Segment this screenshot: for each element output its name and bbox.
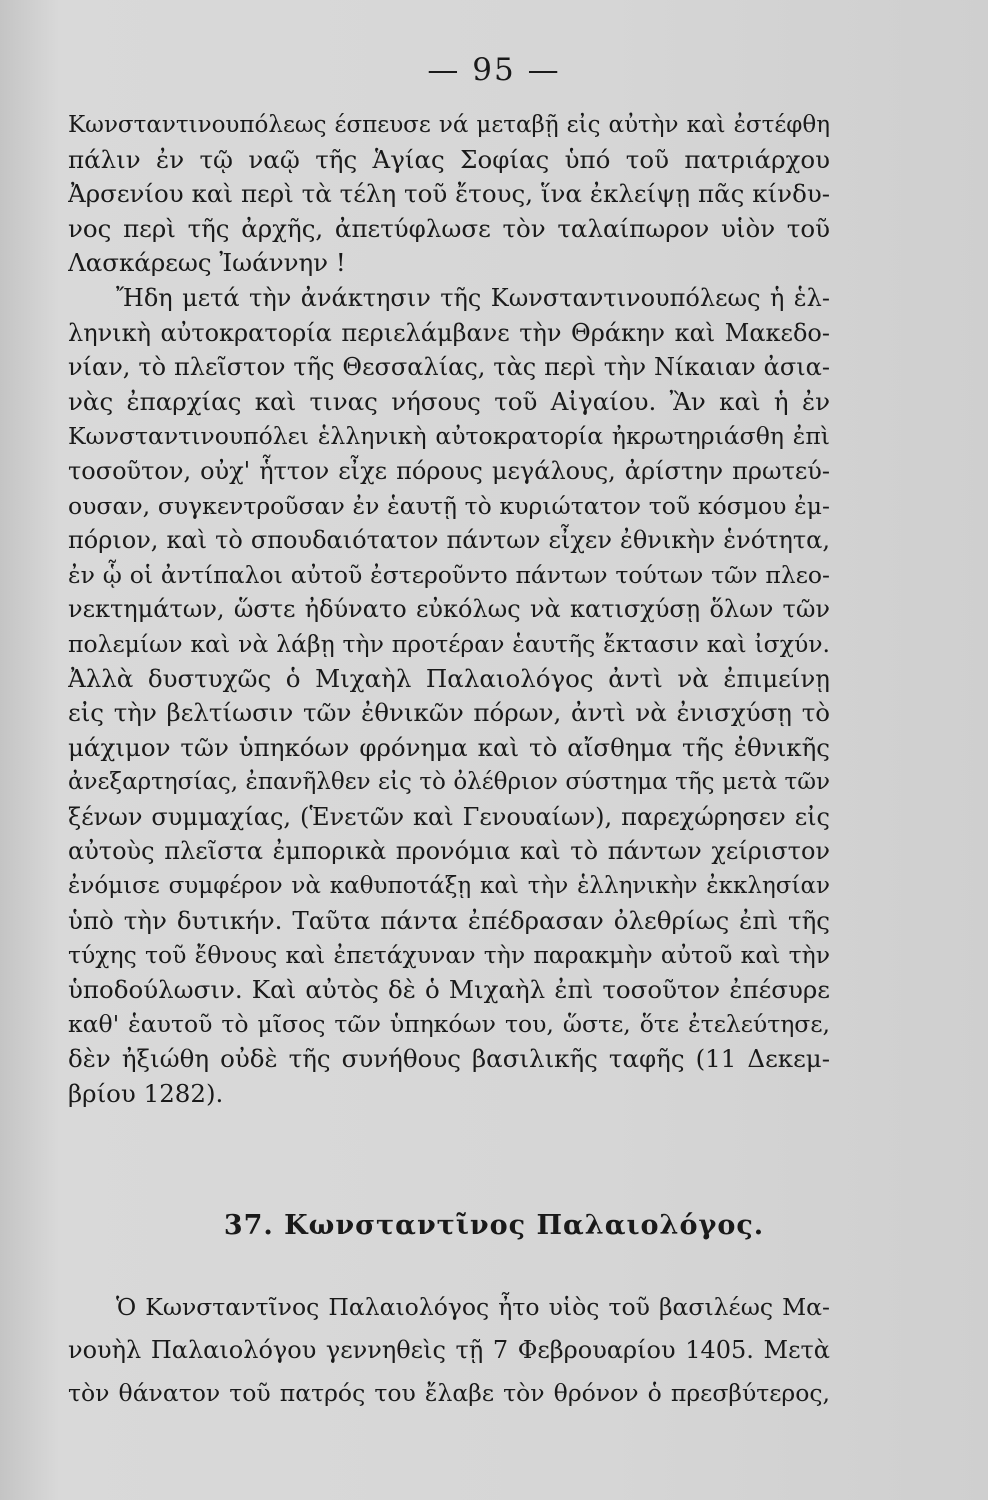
text-line: δὲν ἠξιώθη οὐδὲ τῆς συνήθους βασιλικῆς ταφῆς (11 Δεκεμ- — [68, 1044, 830, 1074]
text-line: τὸν θάνατον τοῦ πατρός του ἔλαβε τὸν θρόνον ὁ πρεσβύτερος, — [68, 1379, 830, 1407]
text-line: Ἀλλὰ δυστυχῶς ὁ Μιχαὴλ Παλαιολόγος ἀντὶ νὰ ἐπιμείνῃ — [68, 663, 830, 693]
text-line: εἰς τὴν βελτίωσιν τῶν ἐθνικῶν πόρων, ἀντὶ νὰ ἐνισχύσῃ τὸ — [68, 698, 830, 728]
text-line: ἐνόμισε συμφέρον νὰ καθυποτάξῃ καὶ τὴν ἑλληνικὴν ἐκκλησίαν — [68, 873, 830, 900]
text-line: τοσοῦτον, οὐχ' ἧττον εἶχε πόρους μεγάλους, ἀρίστην πρωτεύ- — [68, 456, 830, 485]
text-line: Ὁ Κωνσταντῖνος Παλαιολόγος ἦτο υἱὸς τοῦ βασιλέως Μα- — [116, 1293, 830, 1321]
text-line: Κωνσταντινουπόλεως έσπευσε νά μεταβῇ εἰς αὐτὴν καὶ ἐστέφθη — [68, 112, 830, 138]
text-line: νεκτημάτων, ὥστε ἠδύνατο εὐκόλως νὰ κατισχύσῃ ὅλων τῶν — [68, 595, 830, 624]
text-line: νίαν, τὸ πλεῖστον τῆς Θεσσαλίας, τὰς περὶ τὴν Νίκαιαν ἀσια- — [68, 353, 830, 382]
text-line: Κωνσταντινουπόλει ἑλληνικὴ αὐτοκρατορία ἠκρωτηριάσθη ἐπὶ — [68, 422, 830, 451]
text-line: βρίου 1282). — [68, 1078, 224, 1108]
text-line: Ἀρσενίου καὶ περὶ τὰ τέλη τοῦ ἔτους, ἵνα ἐκλείψῃ πᾶς κίνδυ- — [68, 179, 830, 209]
text-line: πάλιν ἐν τῷ ναῷ τῆς Ἁγίας Σοφίας ὑπό τοῦ πατριάρχου — [68, 144, 830, 174]
text-line: νος περὶ τῆς ἀρχῆς, ἀπετύφλωσε τὸν ταλαίπωρον υἱὸν τοῦ — [68, 213, 830, 243]
text-line: Λασκάρεως Ἰωάννην ! — [68, 248, 346, 278]
section-paragraph — [68, 1286, 830, 1415]
main-paragraph — [68, 108, 830, 1111]
text-line: ὑπὸ τὴν δυτικήν. Ταῦτα πάντα ἐπέδρασαν ὀλεθρίως ἐπὶ τῆς — [68, 905, 830, 935]
text-line: ἐν ᾧ οἱ ἀντίπαλοι αὐτοῦ ἐστεροῦντο πάντων τούτων τῶν πλεο- — [68, 560, 830, 589]
section-heading: 37. Κωνσταντῖνος Παλαιολόγος. — [223, 1210, 765, 1241]
text-line: Ἤδη μετά τὴν ἀνάκτησιν τῆς Κωνσταντινουπόλεως ἡ ἑλ- — [116, 283, 830, 312]
text-line: μάχιμον τῶν ὑπηκόων φρόνημα καὶ τὸ αἴσθημα τῆς ἐθνικῆς — [68, 732, 830, 762]
text-line: ξένων συμμαχίας, (Ἑνετῶν καὶ Γενουαίων), παρεχώρησεν εἰς — [68, 802, 830, 831]
text-line: πολεμίων καὶ νὰ λάβῃ τὴν προτέραν ἑαυτῆς ἔκτασιν καὶ ἰσχύν. — [68, 629, 830, 658]
text-line: ληνικὴ αὐτοκρατορία περιελάμβανε τὴν Θράκην καὶ Μακεδο- — [68, 318, 830, 347]
text-line: τύχης τοῦ ἔθνους καὶ ἐπετάχυναν τὴν παρακμὴν αὐτοῦ καὶ τὴν — [68, 941, 830, 970]
text-line: πόριον, καὶ τὸ σπουδαιότατον πάντων εἶχεν ἐθνικὴν ἑνότητα, — [68, 526, 830, 555]
text-line: νὰς ἐπαρχίας καὶ τινας νήσους τοῦ Αἰγαίου. Ἂν καὶ ἡ ἐν — [68, 386, 830, 416]
text-line: καθ' ἑαυτοῦ τὸ μῖσος τῶν ὑπηκόων του, ὥστε, ὅτε ἐτελεύτησε, — [68, 1010, 830, 1039]
page-number: — 95 — — [427, 52, 561, 88]
text-line: ὑποδούλωσιν. Καὶ αὐτὸς δὲ ὁ Μιχαὴλ ἐπὶ τοσοῦτον ἐπέσυρε — [68, 974, 830, 1004]
text-line: νουὴλ Παλαιολόγου γεννηθεὶς τῇ 7 Φεβρουαρίου 1405. Μετὰ — [68, 1336, 830, 1364]
text-line: ἀνεξαρτησίας, ἐπανῆλθεν εἰς τὸ ὀλέθριον σύστημα τῆς μετὰ τῶν — [68, 769, 830, 796]
text-line: αὐτοὺς πλεῖστα ἐμπορικὰ προνόμια καὶ τὸ πάντων χείριστον — [68, 837, 830, 866]
text-line: ουσαν, συγκεντροῦσαν ἐν ἑαυτῇ τὸ κυριώτατον τοῦ κόσμου ἐμ- — [68, 491, 830, 520]
